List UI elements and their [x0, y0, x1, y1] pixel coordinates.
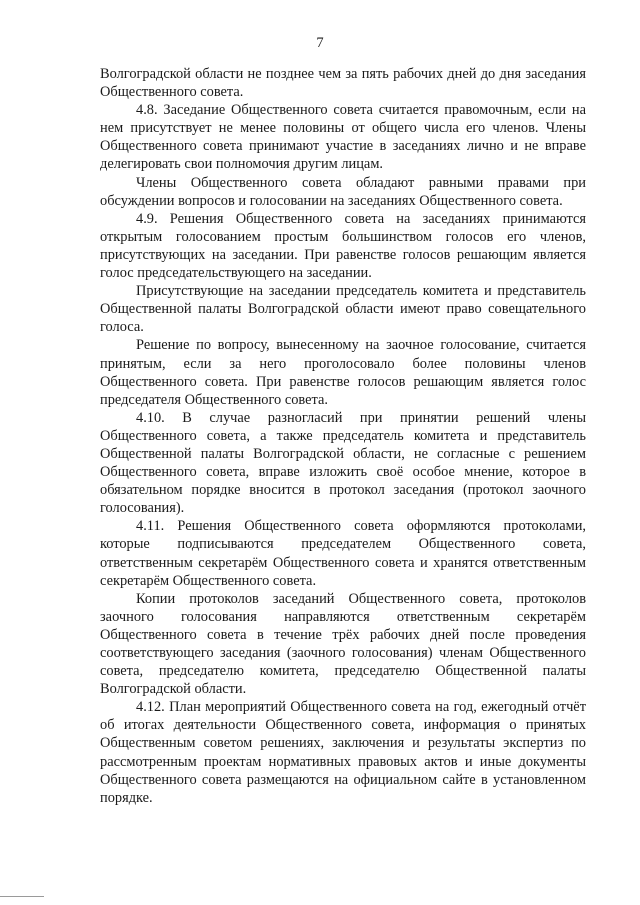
document-body: [100, 65, 586, 807]
paragraph-4-11: 4.11. Решения Общественного совета оформляются протоколами, которые подписываются председателем Общественного совета, ответственным секретарём Общественного совета и хранятся ответственным секретарём Общественного совета.: [100, 518, 586, 589]
paragraph-advisory-vote: Присутствующие на заседании председатель комитета и представитель Общественной палаты Волгоградской области имеют право совещательного голоса.: [100, 283, 586, 336]
page-number: 7: [316, 35, 324, 51]
paragraph-protocol-copies: Копии протоколов заседаний Общественного совета, протоколов заочного голосования направляются ответственным секретарём Общественного совета в течение трёх рабочих дней после проведения соответствующего заседания (заочного голосования) членам Общественного совета, председателю комитета, председателю Общественной палаты Волгоградской области.: [100, 590, 586, 698]
footer-divider: [0, 896, 44, 897]
paragraph-4-9: 4.9. Решения Общественного совета на заседаниях принимаются открытым голосованием простым большинством голосов его членов, присутствующих на заседании. При равенстве голосов решающим является голос председательствующего на заседании.: [100, 210, 586, 282]
paragraph-continuation: Волгоградской области не позднее чем за пять рабочих дней до дня заседания Общественного совета.: [100, 66, 586, 101]
paragraph-4-12: 4.12. План мероприятий Общественного совета на год, ежегодный отчёт об итогах деятельности Общественного совета, информация о принятых Общественным советом решениях, заключения и результаты экспертиз по рассмотренным проектам нормативных правовых актов и иные документы Общественного совета размещаются на официальном сайте в установленном порядке.: [100, 699, 586, 806]
paragraph-4-10: 4.10. В случае разногласий при принятии решений члены Общественного совета, а также председатель комитета и представитель Общественной палаты Волгоградской области, не согласные с решением Общественного совета, вправе изложить своё особое мнение, которое в обязательном порядке вносится в протокол заседания (протокол заочного голосования).: [100, 409, 586, 517]
paragraph-absentee-vote: Решение по вопросу, вынесенному на заочное голосование, считается принятым, если за него проголосовало более половины членов Общественного совета. При равенстве голосов решающим является голос председателя Общественного совета.: [100, 337, 586, 408]
paragraph-members-rights: Члены Общественного совета обладают равными правами при обсуждении вопросов и голосовании на заседаниях Общественного совета.: [100, 174, 586, 209]
paragraph-4-8: 4.8. Заседание Общественного совета считается правомочным, если на нем присутствует не менее половины от общего числа его членов. Члены Общественного совета принимают участие в заседаниях лично и не вправе делегировать свои полномочия другим лицам.: [100, 102, 586, 173]
